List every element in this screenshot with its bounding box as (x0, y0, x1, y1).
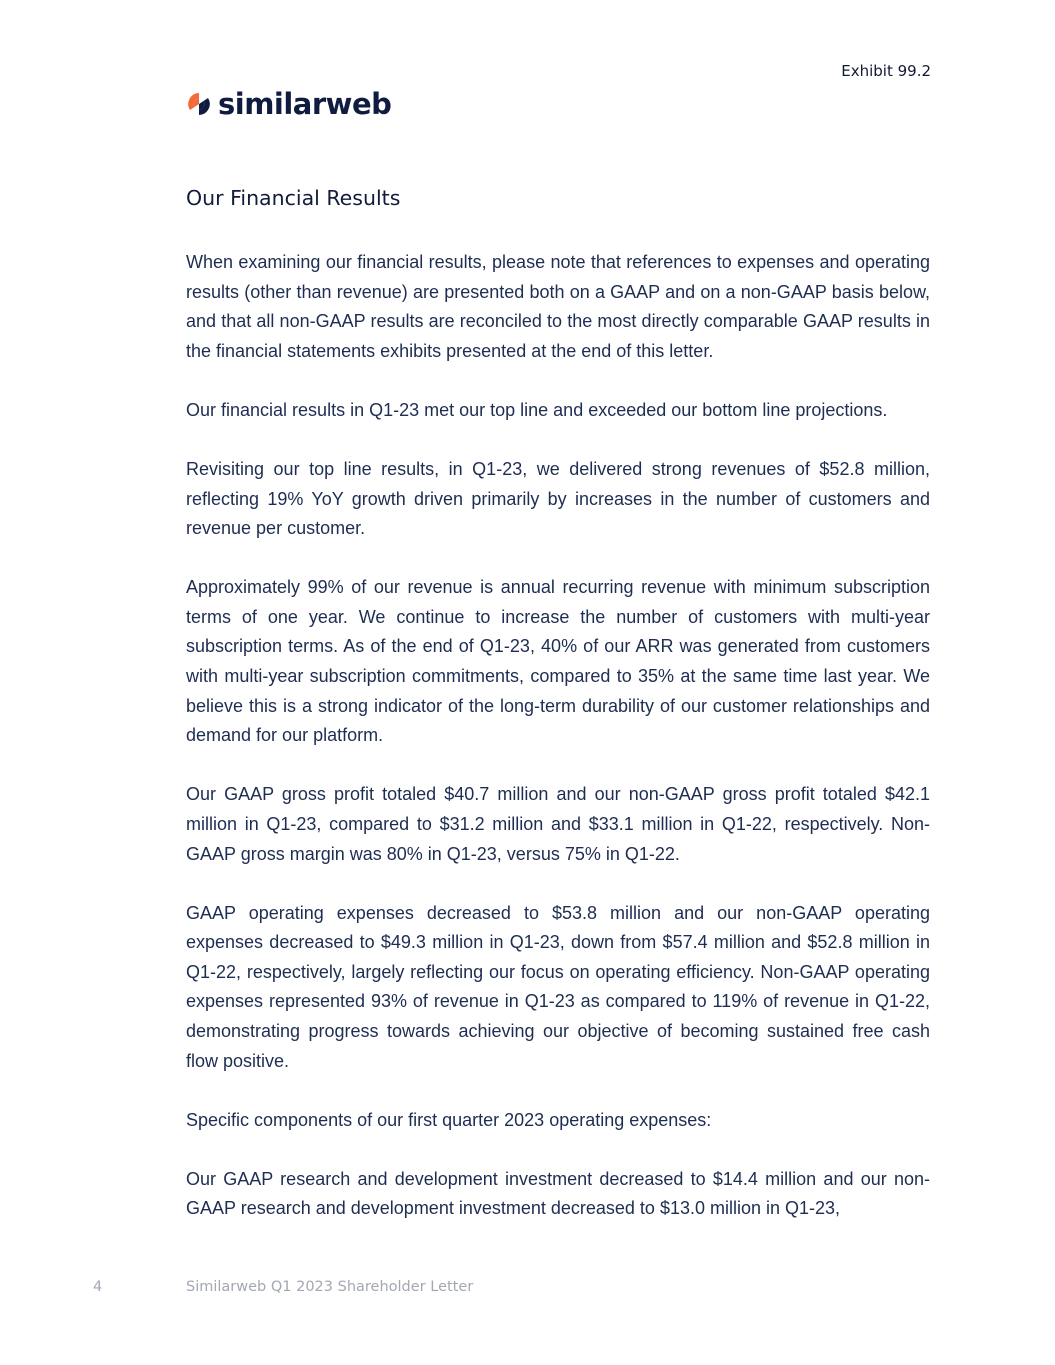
paragraph-intro: When examining our financial results, please note that references to expenses and operating results (other than revenue) are presented both on a GAAP and on a non-GAAP basis below, and that all non-GAAP results are reconciled to the most directly comparable GAAP results in the financial statements exhibits presented at the end of this letter. (186, 252, 930, 361)
exhibit-label: Exhibit 99.2 (841, 62, 931, 80)
similarweb-logo-icon (186, 91, 212, 117)
paragraph-recurring-revenue: Approximately 99% of our revenue is annual recurring revenue with minimum subscription terms of one year. We continue to increase the number of customers with multi-year subscription terms. As of the end of Q1-23, 40% of our ARR was generated from customers with multi-year subscription commitments, compared to 35% at the same time last year. We believe this is a strong indicator of the long-term durability of our customer relationships and demand for our platform. (186, 577, 930, 746)
company-logo (186, 86, 391, 122)
section-title: Our Financial Results (186, 186, 401, 210)
paragraph-operating-expenses: GAAP operating expenses decreased to $53.8 million and our non-GAAP operating expenses decreased to $49.3 million in Q1-23, down from $57.4 million and $52.8 million in Q1-22, respectively, largely reflecting our focus on operating efficiency. Non-GAAP operating expenses represented 93% of revenue in Q1-23 as compared to 119% of revenue in Q1-22, demonstrating progress towards achieving our objective of becoming sustained free cash flow positive. (186, 902, 930, 1071)
paragraph-components-intro: Specific components of our first quarter 2023 operating expenses: (186, 1109, 712, 1130)
paragraph-gross-profit: Our GAAP gross profit totaled $40.7 million and our non-GAAP gross profit totaled $42.1 million in Q1-23, compared to $31.2 million and $33.1 million in Q1-22, respectively. Non-GAAP gross margin was 80% in Q1-23, versus 75% in Q1-22. (186, 784, 930, 864)
logo-wordmark: similarweb (218, 87, 392, 121)
paragraph-summary: Our financial results in Q1-23 met our top line and exceeded our bottom line projections. (186, 399, 888, 420)
footer-title: Similarweb Q1 2023 Shareholder Letter (186, 1279, 474, 1295)
paragraph-research-development: Our GAAP research and development investment decreased to $14.4 million and our non-GAAP research and development investment decreased to $13.0 million in Q1-23, (186, 1168, 930, 1219)
paragraph-revenue: Revisiting our top line results, in Q1-23, we delivered strong revenues of $52.8 million, reflecting 19% YoY growth driven primarily by increases in the number of customers and revenue per customer. (186, 458, 930, 539)
main-content (186, 186, 930, 1253)
page-number: 4 (93, 1279, 103, 1295)
